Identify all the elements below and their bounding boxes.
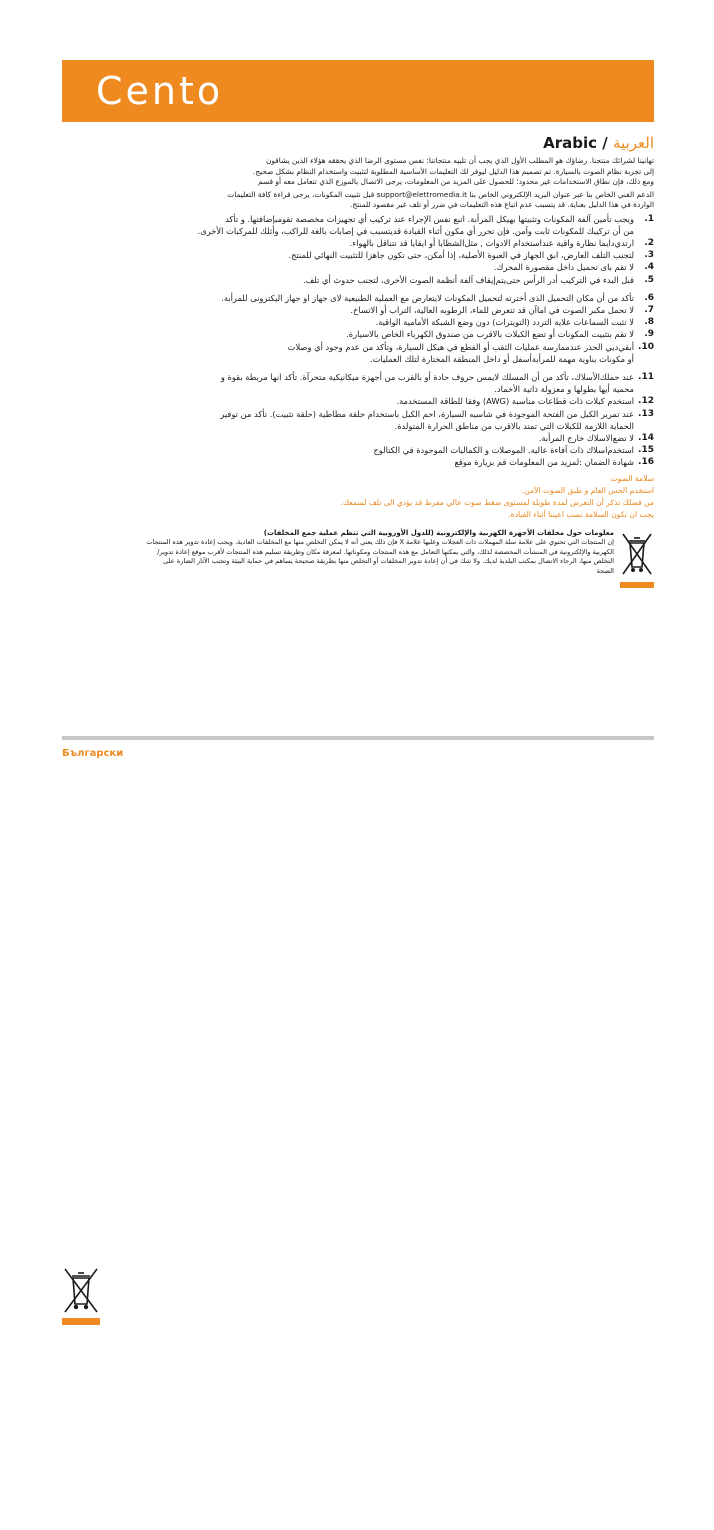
step-text: ا‌ستخدم‌اسلاك ذات آفاءة عالية. الموصلات و الكماليات الموجودة في الكتالوج (373, 445, 634, 456)
intro-line: تهانينا لشرائك منتجنا. رضاؤك هو المطلب الأول الذي يجب أن تلبيه منتجاتنا: نفس مستوى الرضا الذي يحققه هؤلاء الذين يشاقون (265, 156, 654, 165)
step-item (62, 432, 654, 444)
step-item (62, 261, 654, 273)
step-text: شهادة الضمان :لمزيد من المعلومات قم بزيارة موقع (454, 457, 634, 468)
step-item (62, 353, 654, 365)
weee-title: معلومات حول مخلفات الأجهزة الكهربية والإلكترونية (للدول الأوروبية التي تنظم عملية جمع المخلفات) (263, 528, 614, 537)
step-item (62, 292, 654, 304)
step-text: تأكد من أن مكان التحميل الذى أخترته لتحميل المكونات لايتعارض مع العملية الطبيعية لاى جهاز او جهاز اليكترونى للمرأبة. (221, 292, 634, 303)
step-text: لا تضع‌الاسلاك خارج المرأبة. (538, 432, 634, 443)
step-item (62, 304, 654, 316)
sound-safety (62, 473, 654, 521)
step-text: عند تمرير الكبل من الفتحة الموجودة في شاسيه السيارة، احم الكبل باستخدام حلقة مطاطية (حلقة تثبيت). تأكد من توفير (220, 408, 634, 419)
step-item (62, 371, 654, 383)
step-item (62, 237, 654, 249)
step-text: ويجب تأمين آلفة المكونات وتثبيتها بهيكل المرأبة. اتبع نفس الإجراء عند تركيب أي تجهيزات مخصصة تقومبإضافتها. و تأكد (225, 213, 634, 224)
installation-steps (62, 213, 654, 469)
step-text: قبل البدء في التركيب أدر الرأس حتى‌يتم‌إيقاف آلفة أنظمة الصوت الأخرى، لتجنب حدوث أي تلف. (303, 274, 634, 285)
step-item (62, 274, 654, 286)
step-item (62, 328, 654, 340)
step-text: الحماية اللازمة للكبلات التي تمتد بالاقرب من مناطق الحرارة المتولدة. (394, 420, 634, 431)
step-text: لتجنب التلف العارض، ابق الجهاز في العبوة الأصلية، إذا أمكن، حتى تكون جاهزا للتثبيت النهائي للمنتج. (288, 250, 634, 261)
step-number: 1. (644, 213, 654, 224)
step-number: 16. (638, 457, 654, 468)
step-text: لا تحمل مكبر الصوت في اماآن قد تتعرض للماء، الرطوبه العالية، التراب أو الاتساخ. (350, 304, 634, 315)
step-item (62, 456, 654, 468)
step-item (62, 408, 654, 420)
step-number: 8. (644, 317, 654, 328)
step-item (62, 249, 654, 261)
step-item (62, 420, 654, 432)
bottom-accent-bar (62, 1318, 100, 1325)
step-number: 4. (644, 262, 654, 273)
step-number: 3. (644, 250, 654, 261)
section-divider (62, 736, 654, 740)
step-number (638, 383, 654, 395)
intro-line: الواردة في هذا الدليل بعناية. قد يتسبب عدم اتباع هذه التعليمات في ضرر أو تلف غير مقصود للمنتج. (350, 200, 654, 209)
step-item (62, 213, 654, 225)
step-text: لا تثبت السماعات علاية التردد (التويترات) دون وضع الشبكة الأمامية الواقية. (375, 317, 634, 328)
weee-line: التخلص منها، الرجاء الاتصال بمكتب البلدية لديك. ولا شك في أن إعادة تدوير المخلفات أو التخلص منها بطريقة صحيحة يساهم في حماية البيئة وتجنب الآثار الضارة على (162, 557, 614, 566)
step-number (638, 420, 654, 432)
step-text: أبقي‌ديي الحذر عند‌ممارسة عمليات الثقب أو القطع في هيكل السيارة، وتأكد من عدم وجود أي وصلات (287, 341, 634, 352)
step-number: 15. (638, 445, 654, 456)
step-number: 9. (644, 329, 654, 340)
step-number: 2. (644, 237, 654, 248)
step-item (62, 316, 654, 328)
intro-line: ومع ذلك، فإن نطاق الاستخدامات غير محدود؛ للحصول على المزيد من المعلومات، يرجى الاتصال بالموزع الذي تتعامل معه أو قسم (258, 177, 654, 186)
bottom-weee-mark (62, 1266, 100, 1326)
brand-logo: Cento (96, 69, 224, 113)
step-text: لا تقم بتثبيت المكونات أو تضع الكبلات بالاقرب من صندوق الكهرباء الخاص بالاسيارة. (346, 329, 634, 340)
intro-line: الدعم الفني الخاص بنا عبر عنوان البريد الإلكتروني الخاص بنا support@elettromedia.it قبل تثبيت المكونات، يرجى قراءة كافة التعليمات (227, 189, 654, 199)
safety-line: استخدم الحس العام و طبق الصوت الآمن. (521, 485, 654, 495)
intro-line: إلى تجربة نظام الصوت بالسيارة. تم تصميم هذا الدليل ليوفر لك التعليمات الأساسية المطلوبة لتثبيت واستخدام النظام بشكل صحيح. (252, 166, 654, 176)
safety-line: يجب ان تكون السلامة نصب اعيننا أثناء القيادة. (508, 509, 654, 519)
step-item (62, 383, 654, 395)
weee-notice (62, 529, 654, 589)
step-number: 13. (638, 408, 654, 419)
crossed-out-wheelie-bin-icon (62, 1266, 100, 1316)
section-title (62, 134, 654, 152)
arabic-section (62, 126, 654, 589)
safety-heading: سلامة الصوت (610, 473, 654, 483)
step-text: أو مكونات بناوية مهمة للمرأبة‌أسفل أو داخل المنطقة المختارة لتلك العمليات. (369, 353, 634, 364)
step-number: 7. (644, 304, 654, 315)
step-text: لا تقم باى تحميل داخل مقصورة المحرك. (493, 262, 634, 273)
crossed-out-wheelie-bin-icon (620, 531, 654, 579)
weee-line: الصحة (596, 566, 614, 575)
step-text: عند حملك‌الأسلاك، تأكد من أن المسلك لايمس حروف حادة أو بالقرب من أجهزة ميكانيكية متحرآة. تأكد انها مربطة بقوة و (220, 371, 634, 382)
bulgarian-section-title: Български (62, 748, 124, 759)
step-text: من أن تركيبك للمكونات ثابت وآمن. فإن تحرر أي مكون أثناء القيادة قديتسبب في إصابات بالغة للراكب، وأثلك للمركبات الأخرى. (197, 225, 634, 236)
brand-banner (62, 60, 654, 122)
step-number: 11. (638, 371, 654, 382)
step-number: 14. (638, 432, 654, 443)
weee-line: الكهربية والإلكترونية في المنشآت المخصصة لذلك، والتي يمكنها التعامل مع هذه المنتجات ومكوناتها. لمعرفة مكان وطريقة تسليم هذه المنتجات لأقرب موقع إعادة تدوير/ (157, 547, 614, 556)
safety-line: من فضلك تذكر أن التعرض لمدة طويلة لمستوى ضغط صوت عالي مفرط قد يؤدي الى تلف لسمعك. (340, 497, 654, 507)
step-text: ارتدي‌دايما نظارة واقية عند‌استخدام الادوات , مثل‌الشظايا أو ايقايا قد تتناقل بالهواء. (349, 237, 634, 248)
step-item (62, 444, 654, 456)
step-number: 5. (644, 274, 654, 285)
step-number: 6. (644, 292, 654, 303)
step-item (62, 395, 654, 407)
step-text: محمية أيها بطولها و معزولة ذاتية الأخماد. (494, 384, 634, 395)
weee-accent-bar (620, 582, 654, 588)
step-number: 12. (638, 396, 654, 407)
section-title-arabic: العربية (613, 134, 654, 152)
step-text: استخدم كبلات ذات قطاعات مناسبة (AWG) وفقا للطاقة المستخدمة. (396, 396, 634, 407)
step-item (62, 225, 654, 237)
intro-paragraph (62, 156, 654, 211)
step-number (638, 225, 654, 237)
weee-text (66, 529, 614, 577)
step-item (62, 341, 654, 353)
step-number (638, 353, 654, 365)
section-title-english: Arabic / (543, 134, 608, 152)
step-number: 10. (638, 341, 654, 352)
weee-line: إن المنتجات التي تحتوي على علامة سلة المهملات ذات العجلات وعليها علامة X فإن ذلك يعني أنه لا يمكن التخلص منها مع المخلفات العادية. ويجب إعادة تدوير هذه المنتجات (146, 538, 614, 547)
